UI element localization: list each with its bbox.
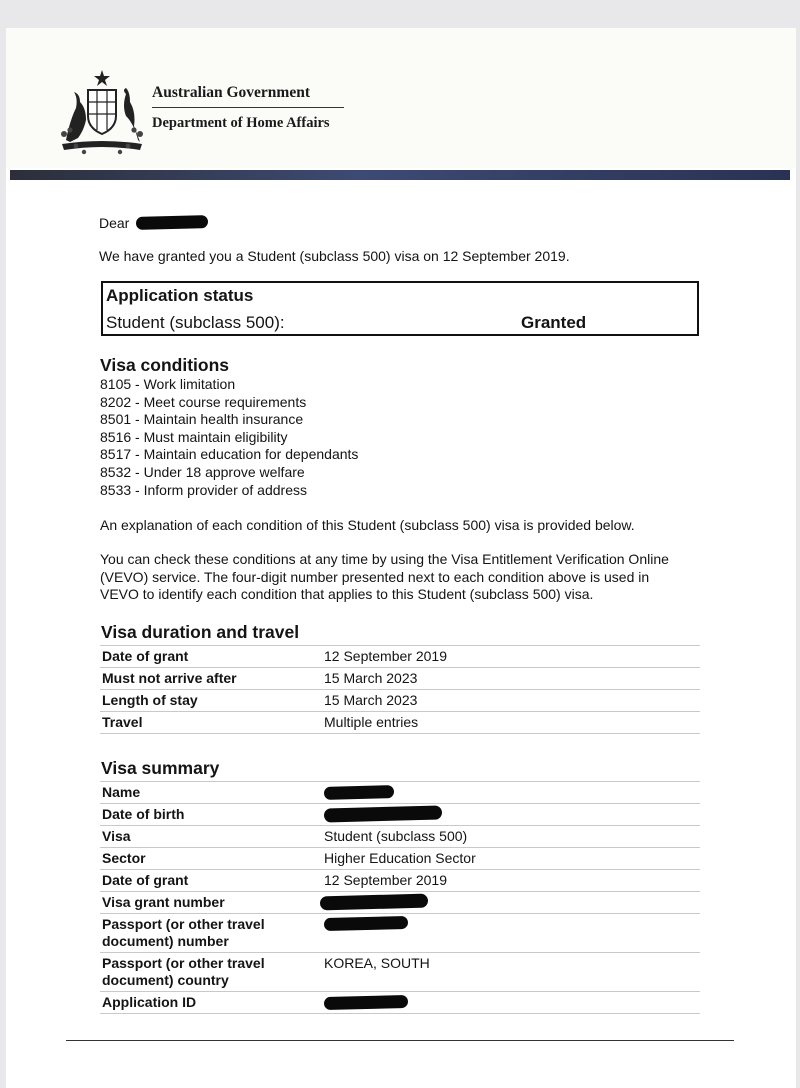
condition-item: 8105 - Work limitation bbox=[100, 376, 236, 392]
table-row bbox=[100, 690, 700, 712]
row-value: 12 September 2019 bbox=[322, 870, 700, 892]
row-value: Student (subclass 500) bbox=[322, 826, 700, 848]
visa-duration-table bbox=[100, 645, 700, 734]
row-value: Multiple entries bbox=[322, 712, 700, 734]
government-name: Australian Government bbox=[152, 84, 344, 108]
visa-conditions-title: Visa conditions bbox=[100, 355, 230, 375]
row-label: Name bbox=[100, 782, 322, 804]
vevo-line: VEVO to identify each condition that applies to this Student (subclass 500) visa. bbox=[100, 586, 594, 602]
row-value: 15 March 2023 bbox=[322, 668, 700, 690]
row-value bbox=[322, 914, 700, 953]
row-label: Date of birth bbox=[100, 804, 322, 826]
table-row bbox=[100, 992, 700, 1014]
row-label: Visa grant number bbox=[100, 892, 322, 914]
row-label bbox=[100, 914, 322, 953]
condition-item: 8516 - Must maintain eligibility bbox=[100, 428, 288, 445]
row-label bbox=[100, 953, 322, 992]
row-label-line: document) number bbox=[102, 933, 229, 949]
row-value: KOREA, SOUTH bbox=[322, 953, 700, 992]
table-row bbox=[100, 826, 700, 848]
footer-divider bbox=[66, 1040, 734, 1041]
letter-page bbox=[6, 28, 796, 1088]
condition-item: 8533 - Inform provider of address bbox=[100, 481, 307, 498]
row-value bbox=[322, 782, 700, 804]
visa-conditions-list bbox=[100, 376, 358, 499]
row-value bbox=[322, 804, 700, 826]
condition-item: 8202 - Meet course requirements bbox=[100, 393, 307, 410]
row-value bbox=[322, 892, 700, 914]
salutation: Dear bbox=[99, 215, 130, 231]
table-row bbox=[100, 848, 700, 870]
row-label-line: document) country bbox=[102, 972, 229, 988]
condition-item: 8517 - Maintain education for dependants bbox=[100, 446, 359, 463]
accent-bar bbox=[10, 170, 790, 180]
table-row bbox=[100, 914, 700, 953]
row-value: 12 September 2019 bbox=[322, 646, 700, 668]
condition-item: 8501 - Maintain health insurance bbox=[100, 411, 304, 428]
vevo-paragraph bbox=[100, 551, 700, 604]
row-label: Must not arrive after bbox=[100, 668, 322, 690]
row-label: Date of grant bbox=[100, 646, 322, 668]
row-label: Application ID bbox=[100, 992, 322, 1014]
redacted-name bbox=[136, 215, 208, 230]
redacted-value bbox=[324, 995, 408, 1010]
department-name: Department of Home Affairs bbox=[152, 115, 330, 131]
row-label: Visa bbox=[100, 826, 322, 848]
row-label: Travel bbox=[100, 712, 322, 734]
table-row bbox=[100, 712, 700, 734]
application-status-label: Student (subclass 500): bbox=[106, 313, 285, 332]
condition-item: 8532 - Under 18 approve welfare bbox=[100, 463, 305, 480]
redacted-value bbox=[320, 894, 428, 911]
table-row bbox=[100, 646, 700, 668]
table-row bbox=[100, 804, 700, 826]
vevo-line: You can check these conditions at any time by using the Visa Entitlement Verification Online bbox=[100, 551, 669, 567]
row-label: Sector bbox=[100, 848, 322, 870]
agency-name bbox=[152, 84, 344, 132]
redacted-value bbox=[324, 805, 442, 822]
row-label-line: Passport (or other travel bbox=[102, 955, 265, 971]
visa-summary-title: Visa summary bbox=[101, 758, 220, 778]
application-status-title: Application status bbox=[106, 286, 254, 305]
table-row bbox=[100, 953, 700, 992]
visa-duration-title: Visa duration and travel bbox=[101, 622, 300, 642]
row-value: 15 March 2023 bbox=[322, 690, 700, 712]
redacted-value bbox=[324, 785, 394, 800]
row-value bbox=[322, 992, 700, 1014]
row-label: Date of grant bbox=[100, 870, 322, 892]
application-status-value: Granted bbox=[521, 313, 587, 332]
table-row bbox=[100, 668, 700, 690]
table-row bbox=[100, 892, 700, 914]
application-status-box bbox=[101, 281, 699, 336]
row-value: Higher Education Sector bbox=[322, 848, 700, 870]
grant-sentence: We have granted you a Student (subclass 500) visa on 12 September 2019. bbox=[99, 248, 570, 264]
vevo-line: (VEVO) service. The four-digit number presented next to each condition above is used in bbox=[100, 568, 650, 585]
redacted-value bbox=[324, 916, 408, 931]
letterhead bbox=[6, 28, 796, 168]
row-label-line: Passport (or other travel bbox=[102, 916, 265, 932]
conditions-explanation: An explanation of each condition of this Student (subclass 500) visa is provided below. bbox=[100, 517, 635, 533]
table-row bbox=[100, 870, 700, 892]
visa-summary-table bbox=[100, 781, 700, 1014]
coat-of-arms-icon bbox=[56, 68, 148, 158]
table-row bbox=[100, 782, 700, 804]
row-label: Length of stay bbox=[100, 690, 322, 712]
